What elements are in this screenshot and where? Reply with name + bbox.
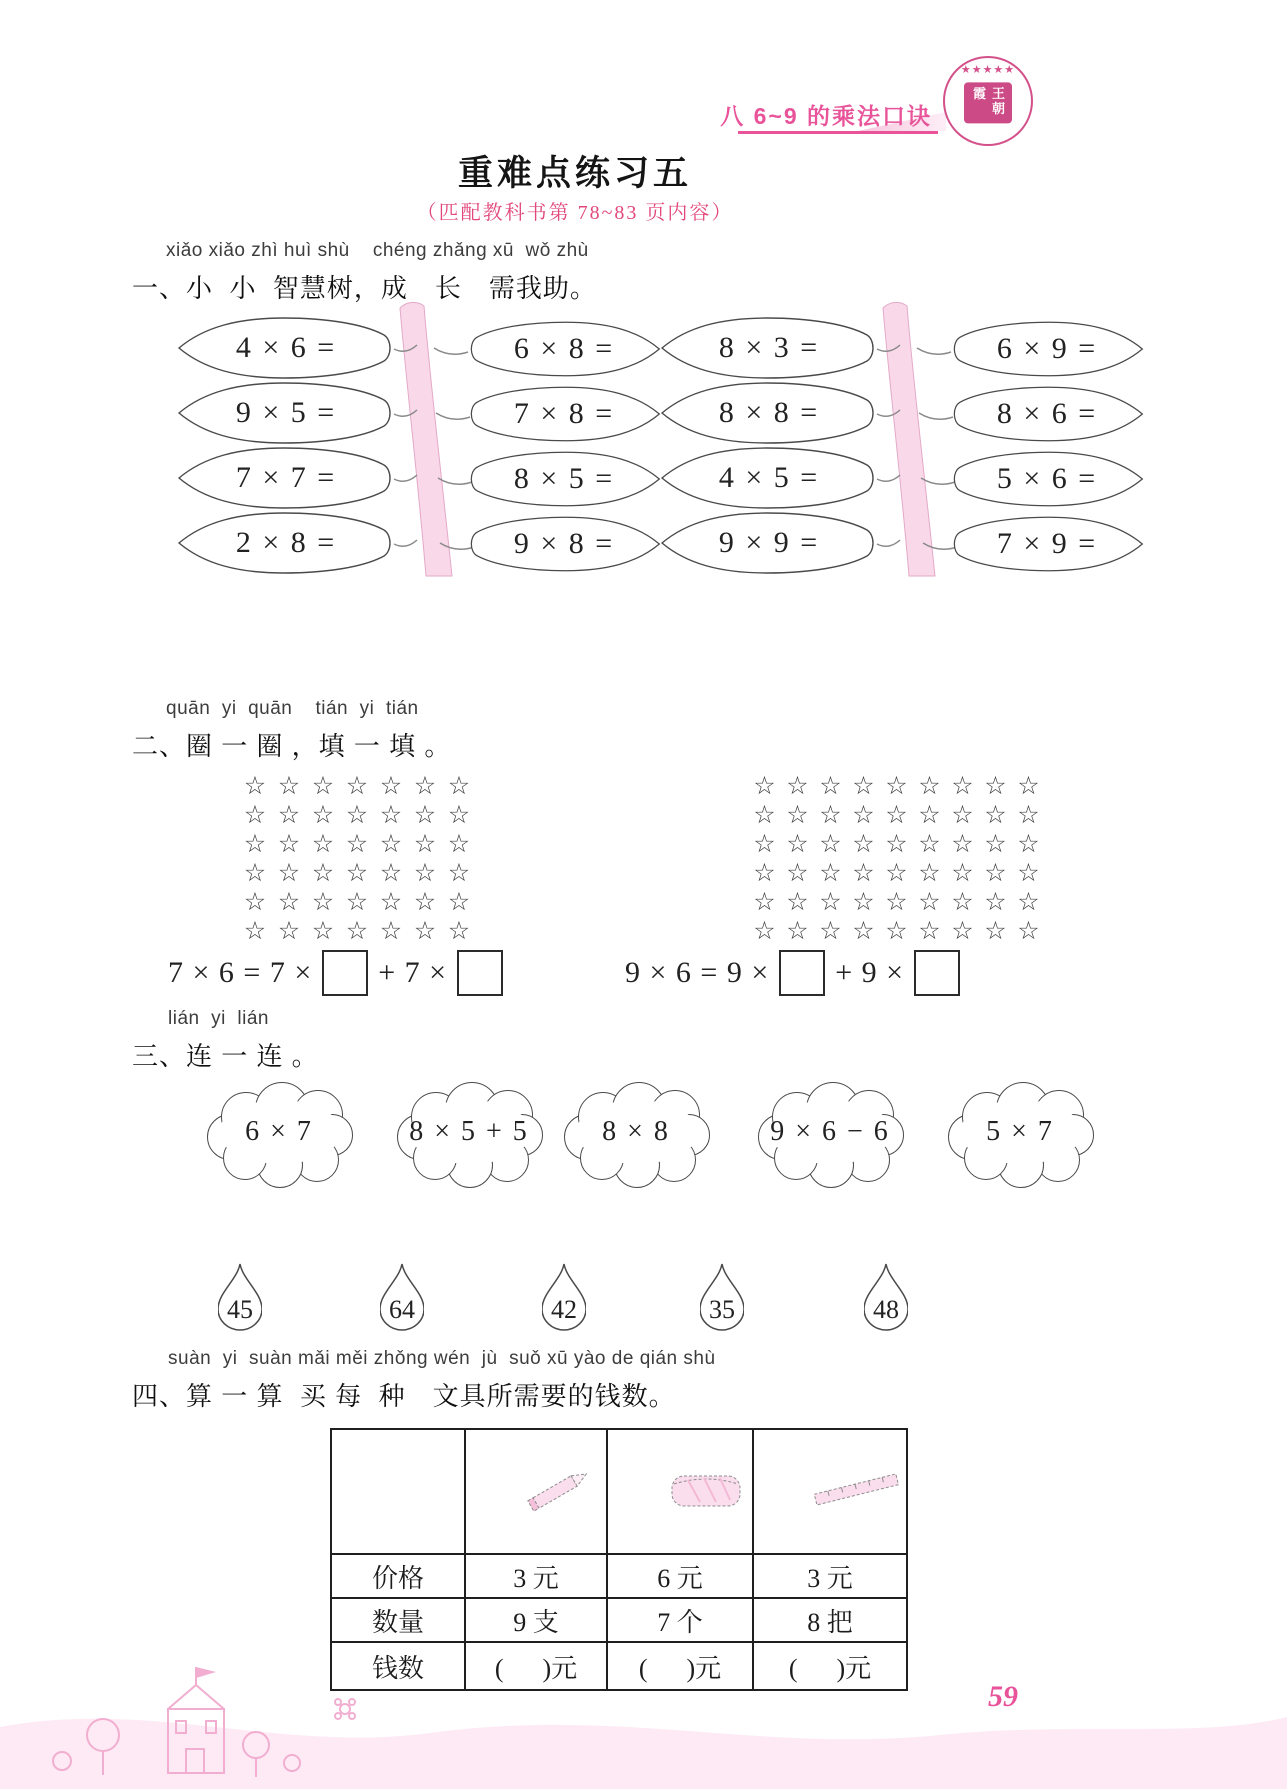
star-icon: ☆: [413, 888, 437, 916]
star-icon: ☆: [918, 801, 941, 829]
star-icon: ☆: [345, 801, 369, 829]
section3-pinyin: lián yi lián: [168, 1008, 269, 1029]
star-icon: ☆: [447, 830, 471, 858]
star-icon: ☆: [311, 859, 335, 887]
star-icon: ☆: [447, 917, 471, 945]
star-icon: ☆: [885, 772, 908, 800]
footer-wave-decoration: [0, 1657, 1287, 1789]
multiplication-tree-1: [168, 302, 668, 578]
star-icon: ☆: [447, 859, 471, 887]
star-icon: ☆: [852, 801, 875, 829]
star-icon: ☆: [984, 801, 1007, 829]
multiplication-tree-2: [651, 302, 1151, 578]
star-icon: ☆: [819, 888, 842, 916]
cloud-expression[interactable]: 6 × 7: [203, 1078, 355, 1186]
star-icon: ☆: [951, 830, 974, 858]
star-icon: ☆: [379, 859, 403, 887]
star-icon: ☆: [918, 772, 941, 800]
star-icon: ☆: [984, 888, 1007, 916]
ruler-icon: [806, 1466, 906, 1510]
leaf-equation[interactable]: 2 × 8 =: [176, 510, 396, 576]
answer-box[interactable]: [322, 950, 368, 996]
leaf-equation[interactable]: 8 × 3 =: [659, 315, 879, 381]
price-cell: 3 元: [465, 1554, 607, 1598]
star-icon: ☆: [243, 888, 267, 916]
star-icon: ☆: [753, 888, 776, 916]
star-icon: ☆: [345, 772, 369, 800]
star-icon: ☆: [951, 917, 974, 945]
star-icon: ☆: [277, 888, 301, 916]
star-icon: ☆: [379, 888, 403, 916]
table-corner-cell: [331, 1429, 465, 1554]
quantity-cell: 9 支: [465, 1598, 607, 1642]
star-icon: ☆: [819, 917, 842, 945]
star-icon: ☆: [918, 830, 941, 858]
star-icon: ☆: [852, 859, 875, 887]
star-icon: ☆: [413, 830, 437, 858]
page-title: 重难点练习五: [457, 154, 692, 193]
star-icon: ☆: [753, 859, 776, 887]
answer-box[interactable]: [779, 950, 825, 996]
fill-equation-left: 7 × 6 = 7 × + 7 ×: [168, 950, 513, 996]
star-icon: ☆: [885, 859, 908, 887]
star-icon: ☆: [1017, 859, 1040, 887]
star-icon: ☆: [311, 888, 335, 916]
star-icon: ☆: [852, 772, 875, 800]
star-icon: ☆: [345, 859, 369, 887]
star-icon: ☆: [951, 859, 974, 887]
leaf-equation[interactable]: 5 × 6 =: [949, 448, 1145, 510]
star-icon: ☆: [984, 917, 1007, 945]
star-icon: ☆: [786, 830, 809, 858]
logo-stars-icon: ★★★★★: [960, 64, 1016, 76]
star-icon: ☆: [819, 859, 842, 887]
row-label: 数量: [331, 1598, 465, 1642]
price-cell: 6 元: [607, 1554, 753, 1598]
star-icon: ☆: [277, 772, 301, 800]
star-icon: ☆: [984, 859, 1007, 887]
star-icon: ☆: [786, 772, 809, 800]
star-icon: ☆: [918, 888, 941, 916]
money-blank-cell[interactable]: ( )元: [465, 1642, 607, 1690]
section2-heading: 二、圈 一 圈 ，填 一 填 。: [132, 731, 452, 761]
answer-box[interactable]: [914, 950, 960, 996]
table-row: [331, 1429, 907, 1554]
star-icon: ☆: [243, 830, 267, 858]
star-icon: ☆: [951, 801, 974, 829]
stationery-table: [330, 1428, 908, 1691]
leaf-equation[interactable]: 9 × 9 =: [659, 510, 879, 576]
cloud-expression[interactable]: 5 × 7: [944, 1078, 1096, 1186]
star-icon: ☆: [413, 801, 437, 829]
leaf-equation[interactable]: 8 × 6 =: [949, 383, 1145, 445]
star-icon: ☆: [951, 888, 974, 916]
money-blank-cell[interactable]: ( )元: [753, 1642, 907, 1690]
star-icon: ☆: [311, 772, 335, 800]
star-grid-right: [748, 772, 1045, 946]
star-icon: ☆: [447, 772, 471, 800]
drop-number[interactable]: 45: [218, 1262, 262, 1334]
header-underline: [738, 131, 938, 134]
star-icon: ☆: [379, 830, 403, 858]
leaf-equation[interactable]: 6 × 9 =: [949, 318, 1145, 380]
cloud-expression[interactable]: 9 × 6 − 6: [754, 1078, 906, 1186]
star-icon: ☆: [786, 888, 809, 916]
table-row: [331, 1598, 907, 1642]
cloud-expression[interactable]: 8 × 8: [560, 1078, 712, 1186]
star-icon: ☆: [345, 888, 369, 916]
star-icon: ☆: [753, 830, 776, 858]
quantity-cell: 7 个: [607, 1598, 753, 1642]
star-icon: ☆: [345, 917, 369, 945]
pencil-case-icon: [660, 1460, 752, 1516]
leaf-equation[interactable]: 7 × 9 =: [949, 513, 1145, 575]
section2-pinyin: quān yi quān tián yi tián: [166, 698, 419, 719]
star-icon: ☆: [311, 801, 335, 829]
row-label: 价格: [331, 1554, 465, 1598]
star-icon: ☆: [819, 772, 842, 800]
page-number: 59: [988, 1680, 1018, 1713]
star-icon: ☆: [885, 888, 908, 916]
drop-number[interactable]: 35: [700, 1262, 744, 1334]
publisher-logo: [943, 56, 1033, 146]
star-icon: ☆: [786, 859, 809, 887]
star-icon: ☆: [885, 801, 908, 829]
leaf-equation[interactable]: 9 × 8 =: [466, 513, 662, 575]
page-subtitle: （匹配教科书第 78~83 页内容）: [416, 202, 734, 224]
section3-heading: 三、连 一 连 。: [132, 1041, 319, 1071]
star-icon: ☆: [243, 801, 267, 829]
unit-title: 八 6~9 的乘法口诀: [720, 103, 932, 129]
answer-box[interactable]: [457, 950, 503, 996]
star-icon: ☆: [1017, 917, 1040, 945]
star-icon: ☆: [277, 859, 301, 887]
star-icon: ☆: [753, 917, 776, 945]
fill-equation-right: 9 × 6 = 9 × + 9 ×: [625, 950, 970, 996]
money-blank-cell[interactable]: ( )元: [607, 1642, 753, 1690]
star-icon: ☆: [379, 772, 403, 800]
star-icon: ☆: [819, 801, 842, 829]
star-icon: ☆: [413, 917, 437, 945]
star-icon: ☆: [852, 830, 875, 858]
star-icon: ☆: [852, 888, 875, 916]
pencil-icon: [522, 1461, 602, 1515]
star-icon: ☆: [379, 801, 403, 829]
star-icon: ☆: [447, 888, 471, 916]
star-icon: ☆: [1017, 772, 1040, 800]
leaf-equation[interactable]: 8 × 8 =: [659, 380, 879, 446]
star-icon: ☆: [1017, 801, 1040, 829]
star-icon: ☆: [277, 801, 301, 829]
section4-pinyin: suàn yi suàn mǎi měi zhǒng wén jù suǒ xū yào de qián shù: [168, 1348, 716, 1369]
leaf-equation[interactable]: 6 × 8 =: [466, 318, 662, 380]
price-cell: 3 元: [753, 1554, 907, 1598]
table-row: [331, 1554, 907, 1598]
star-icon: ☆: [1017, 888, 1040, 916]
star-icon: ☆: [984, 772, 1007, 800]
star-icon: ☆: [918, 917, 941, 945]
star-icon: ☆: [243, 772, 267, 800]
star-icon: ☆: [447, 801, 471, 829]
leaf-equation[interactable]: 8 × 5 =: [466, 448, 662, 510]
section4-heading: 四、算 一 算 买 每 种 文具所需要的钱数。: [132, 1381, 676, 1411]
cloud-expression[interactable]: 8 × 5 + 5: [393, 1078, 545, 1186]
star-icon: ☆: [951, 772, 974, 800]
quantity-cell: 8 把: [753, 1598, 907, 1642]
section1-heading: 一、小 小 智慧树，成 长 需我助。: [132, 273, 597, 303]
leaf-equation[interactable]: 9 × 5 =: [176, 380, 396, 446]
star-icon: ☆: [413, 772, 437, 800]
star-icon: ☆: [819, 830, 842, 858]
star-icon: ☆: [345, 830, 369, 858]
drop-number[interactable]: 64: [380, 1262, 424, 1334]
row-label: 钱数: [331, 1642, 465, 1690]
star-icon: ☆: [243, 917, 267, 945]
star-grid-left: [238, 772, 476, 946]
star-icon: ☆: [277, 830, 301, 858]
star-icon: ☆: [786, 801, 809, 829]
star-icon: ☆: [918, 859, 941, 887]
leaf-equation[interactable]: 7 × 7 =: [176, 445, 396, 511]
star-icon: ☆: [311, 830, 335, 858]
star-icon: ☆: [885, 830, 908, 858]
logo-seal-text: 王朝霞: [964, 82, 1012, 123]
leaf-equation[interactable]: 7 × 8 =: [466, 383, 662, 445]
star-icon: ☆: [984, 830, 1007, 858]
leaf-equation[interactable]: 4 × 5 =: [659, 445, 879, 511]
star-icon: ☆: [1017, 830, 1040, 858]
star-icon: ☆: [413, 859, 437, 887]
star-icon: ☆: [277, 917, 301, 945]
drop-number[interactable]: 42: [542, 1262, 586, 1334]
star-icon: ☆: [852, 917, 875, 945]
star-icon: ☆: [753, 801, 776, 829]
star-icon: ☆: [243, 859, 267, 887]
section1-pinyin: xiǎo xiǎo zhì huì shù chéng zhǎng xū wǒ zhù: [166, 240, 589, 261]
star-icon: ☆: [379, 917, 403, 945]
leaf-equation[interactable]: 4 × 6 =: [176, 315, 396, 381]
drop-number[interactable]: 48: [864, 1262, 908, 1334]
star-icon: ☆: [753, 772, 776, 800]
star-icon: ☆: [786, 917, 809, 945]
star-icon: ☆: [885, 917, 908, 945]
star-icon: ☆: [311, 917, 335, 945]
